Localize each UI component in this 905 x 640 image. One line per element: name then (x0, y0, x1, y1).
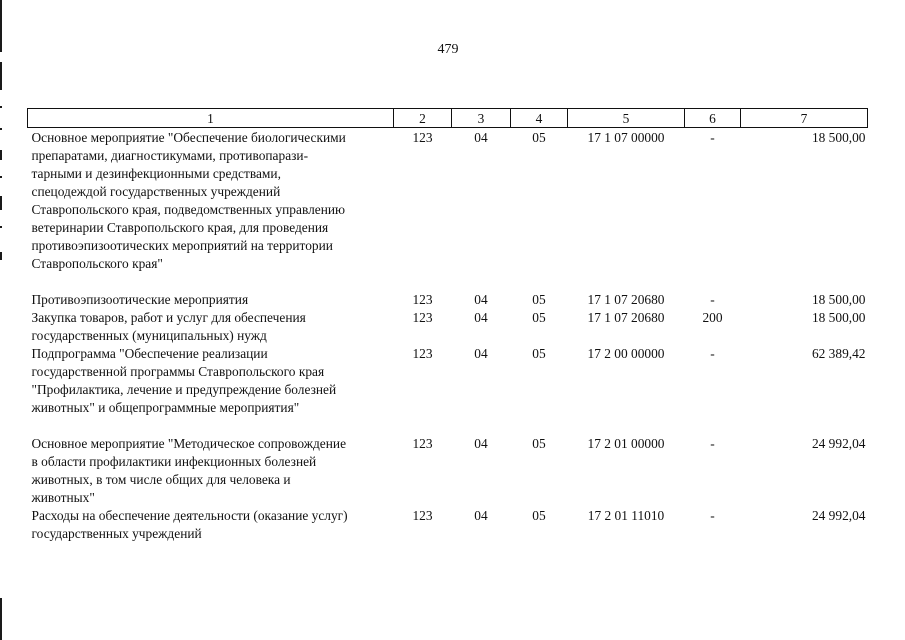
amount: 62 389,42 (811, 346, 866, 361)
amount: 24 992,04 (811, 436, 866, 451)
target-article-code: 17 2 00 00000 (587, 346, 665, 361)
table-row (28, 128, 868, 292)
item-name (28, 507, 394, 543)
item-name-line: противоэпизоотических мероприятий на территории (31, 238, 333, 253)
column-header: 2 (394, 109, 452, 128)
target-article-code: 17 2 01 11010 (587, 508, 665, 523)
item-name-line: животных" и общепрограммные мероприятия" (31, 400, 300, 415)
item-name (28, 435, 394, 507)
expense-type-code: - (710, 130, 715, 145)
ministry-code: 123 (412, 436, 433, 451)
item-name-line: Расходы на обеспечение деятельности (оказание услуг) (31, 508, 348, 523)
ministry-code: 123 (412, 508, 433, 523)
section-code: 04 (474, 130, 488, 145)
column-header: 4 (511, 109, 568, 128)
item-name (28, 309, 394, 345)
section-code: 04 (474, 436, 488, 451)
amount: 18 500,00 (811, 130, 866, 145)
amount: 18 500,00 (811, 310, 866, 325)
column-header: 1 (28, 109, 394, 128)
item-name-line: государственных (муниципальных) нужд (31, 328, 267, 343)
expense-type-code: 200 (702, 310, 723, 325)
section-code: 04 (474, 508, 488, 523)
table-row (28, 291, 868, 309)
item-name-line: Подпрограмма "Обеспечение реализации (31, 346, 268, 361)
target-article-code: 17 1 07 20680 (587, 292, 665, 307)
item-name-line: Противоэпизоотические мероприятия (31, 292, 249, 307)
expense-type-code: - (710, 508, 715, 523)
section-code: 04 (474, 292, 488, 307)
column-header: 3 (452, 109, 511, 128)
item-name-line: ветеринарии Ставропольского края, для проведения (31, 220, 329, 235)
amount: 18 500,00 (811, 292, 866, 307)
item-name-line: Закупка товаров, работ и услуг для обеспечения (31, 310, 306, 325)
subsection-code: 05 (532, 310, 546, 325)
item-name-line: Ставропольского края, подведомственных управлению (31, 202, 346, 217)
expense-type-code: - (710, 436, 715, 451)
item-name-line: государственных учреждений (31, 526, 202, 541)
item-name-line: животных, в том числе общих для человека и (31, 472, 291, 487)
table-row (28, 309, 868, 345)
item-name-line: в области профилактики инфекционных болезней (31, 454, 317, 469)
item-name (28, 291, 394, 309)
item-name-line: государственной программы Ставропольского края (31, 364, 325, 379)
column-number-row (28, 109, 868, 128)
item-name-line: тарными и дезинфекционными средствами, (31, 166, 281, 181)
ministry-code: 123 (412, 346, 433, 361)
column-header: 5 (568, 109, 685, 128)
subsection-code: 05 (532, 436, 546, 451)
subsection-code: 05 (532, 292, 546, 307)
amount: 24 992,04 (811, 508, 866, 523)
ministry-code: 123 (412, 310, 433, 325)
subsection-code: 05 (532, 130, 546, 145)
item-name (28, 345, 394, 435)
ministry-code: 123 (412, 292, 433, 307)
budget-table (27, 108, 868, 543)
target-article-code: 17 2 01 00000 (587, 436, 665, 451)
expense-type-code: - (710, 346, 715, 361)
subsection-code: 05 (532, 508, 546, 523)
scan-edge-marks (0, 0, 3, 640)
section-code: 04 (474, 346, 488, 361)
column-header: 6 (685, 109, 741, 128)
subsection-code: 05 (532, 346, 546, 361)
table-row (28, 345, 868, 435)
item-name-line: препаратами, диагностикумами, противопарази- (31, 148, 309, 163)
item-name-line: Ставропольского края" (31, 256, 163, 271)
item-name-line: спецодеждой государственных учреждений (31, 184, 281, 199)
table-row (28, 435, 868, 507)
item-name (28, 128, 394, 292)
section-code: 04 (474, 310, 488, 325)
item-name-line: Основное мероприятие "Обеспечение биологическими (31, 130, 346, 145)
expense-type-code: - (710, 292, 715, 307)
ministry-code: 123 (412, 130, 433, 145)
target-article-code: 17 1 07 00000 (587, 130, 665, 145)
target-article-code: 17 1 07 20680 (587, 310, 665, 325)
item-name-line: "Профилактика, лечение и предупреждение болезней (31, 382, 337, 397)
item-name-line: Основное мероприятие "Методическое сопровождение (31, 436, 347, 451)
column-header: 7 (741, 109, 868, 128)
page-number: 479 (437, 42, 459, 57)
item-name-line: животных" (31, 490, 95, 505)
table-row (28, 507, 868, 543)
